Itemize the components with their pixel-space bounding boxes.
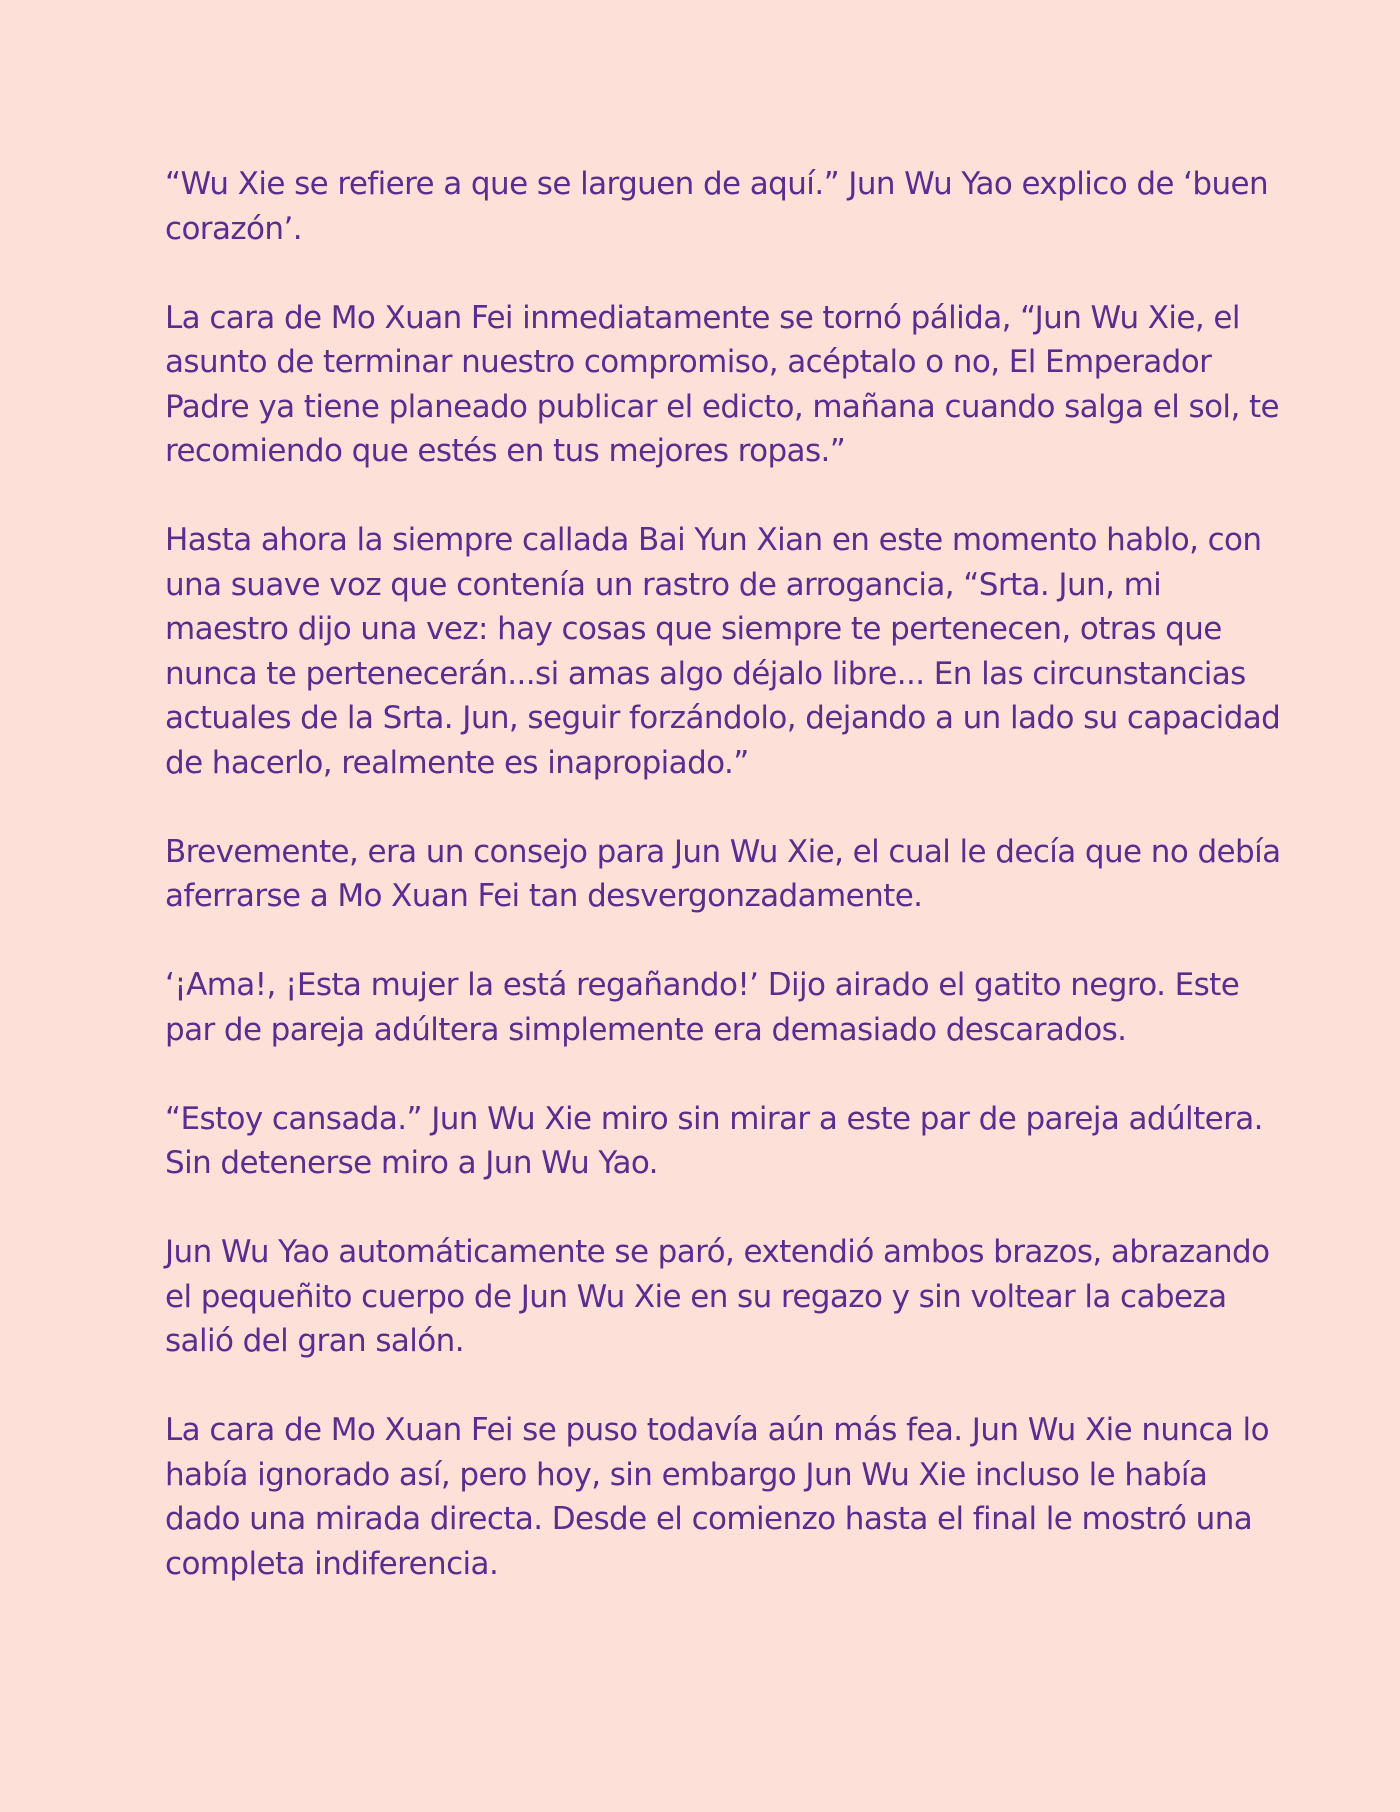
paragraph-3: Hasta ahora la siempre callada Bai Yun Xian en este momento hablo, con una suave voz que contenía un rastro de arrogancia, “Srta. Jun, mi maestro dijo una vez: hay cosas que siempre te pertenecen, otras que nunca te pertenecerán...si amas algo déjalo libre... En las circunstancias actuales de la Srta. Jun, seguir forzándolo, dejando a un lado su capacidad de hacerlo, realmente es inapropiado.” — [165, 522, 1281, 781]
paragraph-6: “Estoy cansada.” Jun Wu Xie miro sin mirar a este par de pareja adúltera. Sin detenerse miro a Jun Wu Yao. — [165, 1100, 1263, 1181]
paragraph-5: ‘¡Ama!, ¡Esta mujer la está regañando!’ Dijo airado el gatito negro. Este par de pareja adúltera simplemente era demasiado descarados. — [165, 967, 1240, 1048]
paragraph-8: La cara de Mo Xuan Fei se puso todavía aún más fea. Jun Wu Xie nunca lo había ignorado así, pero hoy, sin embargo Jun Wu Xie incluso le había dado una mirada directa. Desde el comienzo hasta el final le mostró una completa indiferencia. — [165, 1412, 1269, 1582]
paragraph-1: “Wu Xie se refiere a que se larguen de aquí.” Jun Wu Yao explico de ‘buen corazón’. — [165, 166, 1269, 247]
paragraph-2: La cara de Mo Xuan Fei inmediatamente se tornó pálida, “Jun Wu Xie, el asunto de terminar nuestro compromiso, acéptalo o no, El Emperador Padre ya tiene planeado publicar el edicto, mañana cuando salga el sol, te recomiendo que estés en tus mejores ropas.” — [165, 299, 1279, 469]
paragraph-7: Jun Wu Yao automáticamente se paró, extendió ambos brazos, abrazando el pequeñito cuerpo de Jun Wu Xie en su regazo y sin voltear la cabeza salió del gran salón. — [165, 1234, 1270, 1359]
document-page — [165, 162, 1290, 1586]
paragraph-4: Brevemente, era un consejo para Jun Wu Xie, el cual le decía que no debía aferrarse a Mo Xuan Fei tan desvergonzadamente. — [165, 833, 1281, 914]
